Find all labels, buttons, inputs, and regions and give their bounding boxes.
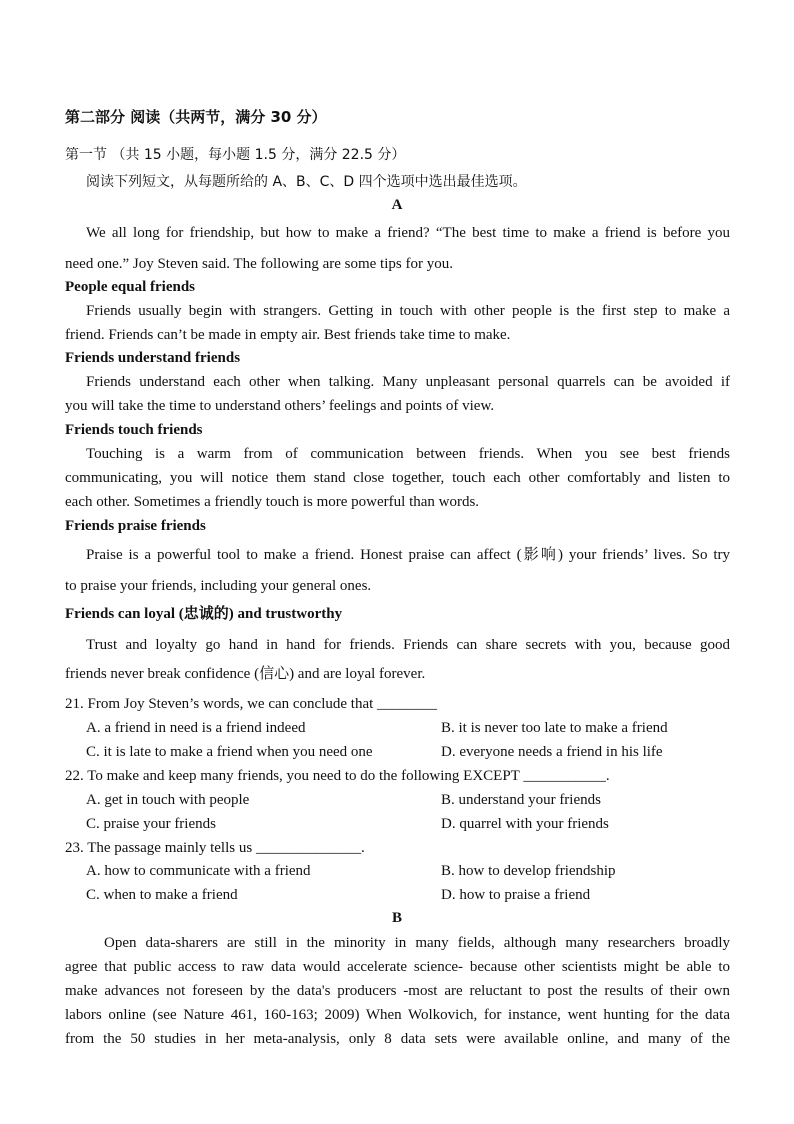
section-title: 第一节 （共 15 小题，每小题 1.5 分，满分 22.5 分）	[65, 147, 406, 163]
paragraph-line: friends never break confidence (信心) and are loyal forever.	[65, 666, 426, 682]
passage-a-label: A	[391, 197, 403, 213]
answer-option: A. how to communicate with a friend	[86, 863, 311, 879]
answer-option: D. quarrel with your friends	[441, 816, 609, 832]
paragraph-line: Friends understand each other when talking. Many unpleasant personal quarrels can be avoided if	[86, 374, 730, 390]
paragraph-line: each other. Sometimes a friendly touch is more powerful than words.	[65, 494, 480, 510]
paragraph-line: communicating, you will notice them stand close together, touch each other comfortably and listen to	[65, 470, 730, 486]
paragraph-line: to praise your friends, including your general ones.	[65, 578, 372, 594]
answer-option: B. understand your friends	[441, 792, 601, 808]
part-title: 第二部分 阅读（共两节，满分 30 分）	[65, 108, 327, 126]
paragraph-line: Trust and loyalty go hand in hand for friends. Friends can share secrets with you, because good	[86, 637, 730, 653]
paragraph-line: from the 50 studies in her meta-analysis, only 8 data sets were available online, and many of the	[65, 1031, 730, 1047]
passage-b-label: B	[391, 910, 402, 926]
answer-option: B. how to develop friendship	[441, 863, 616, 879]
paragraph-line: Open data-sharers are still in the minority in many fields, although many researchers broadly	[104, 935, 730, 951]
answer-option: A. get in touch with people	[86, 792, 250, 808]
answer-option: B. it is never too late to make a friend	[441, 720, 668, 736]
passage-a-intro-line: need one.” Joy Steven said. The following are some tips for you.	[65, 256, 453, 272]
question-stem: 21. From Joy Steven’s words, we can conclude that ________	[65, 696, 438, 712]
instruction: 阅读下列短文，从每题所给的 A、B、C、D 四个选项中选出最佳选项。	[86, 174, 527, 190]
paragraph-line: make advances not foreseen by the data's producers -most are reluctant to post the results of their own	[65, 983, 730, 999]
answer-option: A. a friend in need is a friend indeed	[86, 720, 306, 736]
answer-option: D. everyone needs a friend in his life	[441, 744, 663, 760]
section-heading: Friends touch friends	[65, 422, 203, 438]
answer-option: D. how to praise a friend	[441, 887, 591, 903]
section-heading: Friends understand friends	[65, 350, 241, 366]
paragraph-line: friend. Friends can’t be made in empty air. Best friends take time to make.	[65, 327, 511, 343]
section-heading: Friends can loyal (忠诚的) and trustworthy	[65, 606, 343, 622]
section-heading: Friends praise friends	[65, 518, 206, 534]
paragraph-line: Touching is a warm from of communication between friends. When you see best friends	[86, 446, 730, 462]
question-stem: 22. To make and keep many friends, you need to do the following EXCEPT ___________.	[65, 768, 610, 784]
paragraph-line: agree that public access to raw data would accelerate science- because other scientists might be able to	[65, 959, 730, 975]
paragraph-line: Praise is a powerful tool to make a friend. Honest praise can affect (影响) your friends’ lives. So try	[86, 547, 730, 563]
paragraph-line: labors online (see Nature 461, 160-163; 2009) When Wolkovich, for instance, went hunting for the data	[65, 1007, 730, 1023]
paragraph-line: you will take the time to understand others’ feelings and points of view.	[65, 398, 495, 414]
paragraph-line: Friends usually begin with strangers. Getting in touch with other people is the first step to make a	[86, 303, 730, 319]
answer-option: C. when to make a friend	[86, 887, 238, 903]
question-stem: 23. The passage mainly tells us ______________.	[65, 840, 365, 856]
answer-option: C. praise your friends	[86, 816, 216, 832]
passage-a-intro-line: We all long for friendship, but how to make a friend? “The best time to make a friend is before you	[86, 225, 730, 241]
section-heading: People equal friends	[65, 279, 195, 295]
answer-option: C. it is late to make a friend when you need one	[86, 744, 373, 760]
